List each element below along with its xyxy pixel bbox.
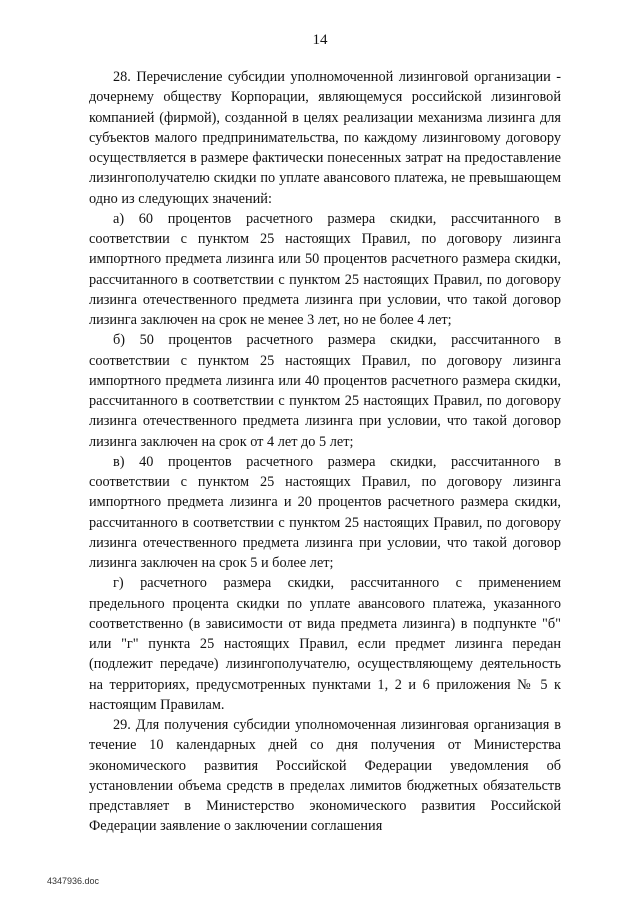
subitem-g: г) расчетного размера скидки, рассчитанного с применением предельного процента скидки по уплате авансового платежа, указанного соответственно (в зависимости от вида предмета лизинга) в подпункте "б" или "г" пункта 25 настоящих Правил, если предмет лизинга передан (подлежит передаче) лизингополучателю, осуществляющему деятельность на территориях, предусмотренных пунктами 1, 2 и 6 приложения № 5 к настоящим Правилам. [89, 575, 561, 713]
paragraph-29: 29. Для получения субсидии уполномоченная лизинговая организация в течение 10 календарных дней со дня получения от Министерства экономического развития Российской Федерации уведомления об установлении объема средств в пределах лимитов бюджетных обязательств представляет в Министерство экономического развития Российской Федерации заявление о заключении соглашения [89, 717, 561, 835]
subitem-v: в) 40 процентов расчетного размера скидки, рассчитанного в соответствии с пунктом 25 настоящих Правил, по договору лизинга импортного предмета лизинга и 20 процентов расчетного размера скидки, рассчитанного в соответствии с пунктом 25 настоящих Правил, по договору лизинга отечественного предмета лизинга при условии, что такой договор лизинга заключен на срок 5 и более лет; [89, 453, 561, 571]
subitem-a: а) 60 процентов расчетного размера скидки, рассчитанного в соответствии с пунктом 25 настоящих Правил, по договору лизинга импортного предмета лизинга или 50 процентов расчетного размера скидки, рассчитанного в соответствии с пунктом 25 настоящих Правил, по договору лизинга отечественного предмета лизинга при условии, что такой договор лизинга заключен на срок не менее 3 лет, но не более 4 лет; [89, 210, 561, 328]
page-number: 14 [312, 32, 328, 48]
subitem-b: б) 50 процентов расчетного размера скидки, рассчитанного в соответствии с пунктом 25 настоящих Правил, по договору лизинга импортного предмета лизинга или 40 процентов расчетного размера скидки, рассчитанного в соответствии с пунктом 25 настоящих Правил, по договору лизинга отечественного предмета лизинга при условии, что такой договор лизинга заключен на срок от 4 лет до 5 лет; [89, 332, 561, 450]
paragraph-28: 28. Перечисление субсидии уполномоченной лизинговой организации - дочернему обществу Корпорации, являющемуся российской лизинговой компанией (фирмой), созданной в целях реализации механизма лизинга для субъектов малого предпринимательства, по каждому лизинговому договору осуществляется в размере фактически понесенных затрат на предоставление лизингополучателю скидки по уплате авансового платежа, не превышающем одно из следующих значений: [89, 69, 561, 207]
footer-file-code: 4347936.doc [47, 876, 100, 886]
document-body [89, 67, 561, 837]
